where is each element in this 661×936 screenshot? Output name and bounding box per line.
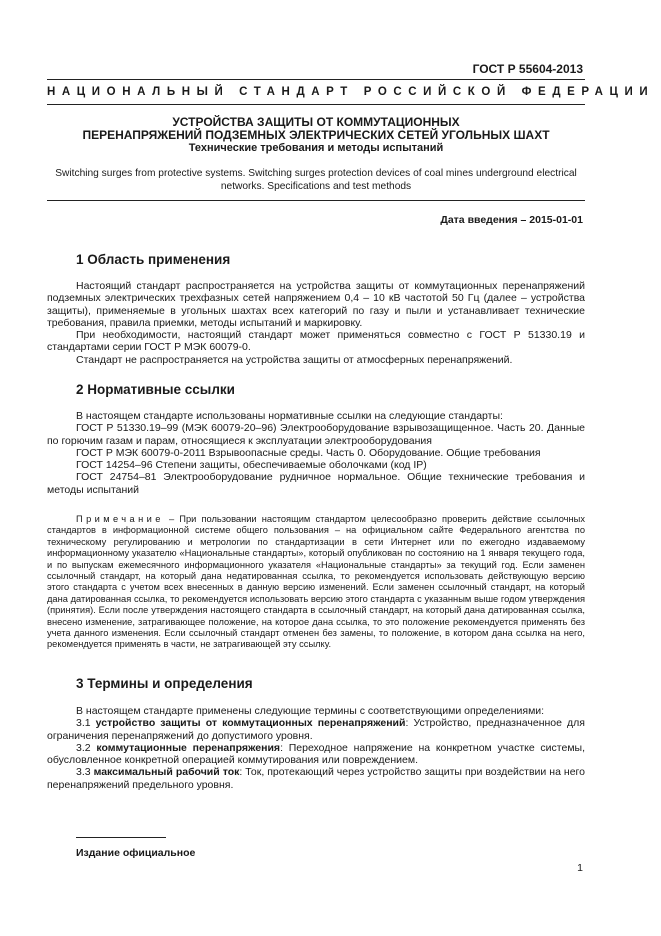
document-number: ГОСТ Р 55604-2013 xyxy=(472,62,583,76)
section-1-body xyxy=(47,280,585,366)
section-2-intro: В настоящем стандарте использованы нормативные ссылки на следующие стандарты: xyxy=(76,410,503,422)
footer-rule xyxy=(76,837,166,838)
term-number: 3.2 xyxy=(76,741,97,754)
title-rule xyxy=(47,200,585,201)
section-2-heading: 2 Нормативные ссылки xyxy=(76,382,235,397)
section-2-body xyxy=(47,410,585,496)
section-3-body xyxy=(47,705,585,791)
title-subtitle: Технические требования и методы испытаний xyxy=(188,142,444,154)
english-title: Switching surges from protective systems. Switching surges protection devices of coal mines underground electrical networks. Specifications and test methods xyxy=(55,168,577,192)
reference-item: ГОСТ 24754–81 Электрооборудование рудничное нормальное. Общие технические требования и методы испытаний xyxy=(47,471,585,496)
term-item xyxy=(47,742,585,767)
note-label: Примечание xyxy=(76,514,164,524)
title-line-2: ПЕРЕНАПРЯЖЕНИЙ ПОДЗЕМНЫХ ЭЛЕКТРИЧЕСКИХ СЕТЕЙ УГОЛЬНЫХ ШАХТ xyxy=(82,128,550,142)
edition-label: Издание официальное xyxy=(76,847,196,859)
reference-item: ГОСТ Р МЭК 60079-0-2011 Взрывоопасные среды. Часть 0. Оборудование. Общие требования xyxy=(76,446,541,459)
term-name: максимальный рабочий ток xyxy=(93,766,240,779)
section-1-paragraph: При необходимости, настоящий стандарт может применяться совместно с ГОСТ Р 51330.19 и стандартами серии ГОСТ Р МЭК 60079-0. xyxy=(47,329,585,354)
term-definition: : Ток, протекающий через устройство защиты при воздействии на него перенапряжений предельного уровня. xyxy=(47,766,585,791)
term-number: 3.3 xyxy=(76,766,94,779)
note-paragraph xyxy=(47,514,585,651)
note-block xyxy=(47,514,585,651)
banner-rule xyxy=(47,104,585,105)
section-3-intro: В настоящем стандарте применены следующие термины с соответствующими определениями: xyxy=(76,705,545,717)
section-3-heading: 3 Термины и определения xyxy=(76,676,253,691)
top-rule xyxy=(47,79,585,80)
page-number: 1 xyxy=(577,862,583,874)
note-text: – При пользовании настоящим стандартом целесообразно проверить действие ссылочных стандартов в информационной системе общего пользования – на официальном сайте Федерального агентства по техническому регулированию и метрологии по стандартизации в сети Интернет или по ежегодно издаваемому информационному указателю «Национальные стандарты», который опубликован по состоянию на 1 января текущего года, и по выпускам ежемесячного информационного указателя «Национальные стандарты» за текущий год. Если заменен ссылочный стандарт, на который дана недатированная ссылка, то рекомендуется использовать действующую версию этого стандарта с учетом всех внесенных в данную версию изменений. Если заменен ссылочный стандарт, на который дана датированная ссылка, то рекомендуется использовать версию этого стандарта с указанным выше годом утверждения (принятия). Если после утверждения настоящего стандарта в ссылочный стандарт, на который дана датированная ссылка, внесено изменение, затрагивающее положение, на которое дана ссылка, то это положение рекомендуется применять без учета данного изменения. Если ссылочный стандарт отменен без замены, то положение, в котором дана ссылка на него, рекомендуется применять в части, не затрагивающей эту ссылку. xyxy=(47,514,585,650)
term-item xyxy=(47,766,585,791)
title-block xyxy=(47,116,585,155)
standard-banner: НАЦИОНАЛЬНЫЙ СТАНДАРТ РОССИЙСКОЙ ФЕДЕРАЦИИ xyxy=(47,86,655,98)
section-1-paragraph: Настоящий стандарт распространяется на устройства защиты от коммутационных перенапряжений подземных электрических трехфазных сетей напряжением 0,4 – 10 кВ частотой 50 Гц (далее – устройства защиты), применяемые в угольных шахтах всех категорий по газу и пыли и устанавливает технические требования, правила приемки, методы испытаний и маркировку. xyxy=(47,280,585,329)
section-1-paragraph: Стандарт не распространяется на устройства защиты от атмосферных перенапряжений. xyxy=(76,353,513,366)
section-1-heading: 1 Область применения xyxy=(76,252,231,267)
reference-item: ГОСТ 14254–96 Степени защиты, обеспечиваемые оболочками (код IP) xyxy=(76,459,427,472)
term-definition: : Устройство, предназначенное для ограничения перенапряжений до допустимого уровня. xyxy=(47,717,585,742)
term-name: устройство защиты от коммутационных перенапряжений xyxy=(95,717,406,730)
reference-item: ГОСТ Р 51330.19–99 (МЭК 60079-20–96) Электрооборудование взрывозащищенное. Часть 20. Данные по горючим газам и парам, относящиеся к эксплуатации электрооборудования xyxy=(47,422,585,447)
title-line-1: УСТРОЙСТВА ЗАЩИТЫ ОТ КОММУТАЦИОННЫХ xyxy=(172,115,460,129)
term-item xyxy=(47,717,585,742)
term-number: 3.1 xyxy=(76,717,96,730)
introduction-date: Дата введения – 2015-01-01 xyxy=(440,214,583,226)
term-definition: : Переходное напряжение на конкретном участке системы, обусловленное конкретной операцией коммутирования или повреждением. xyxy=(47,741,585,767)
term-name: коммутационные перенапряжения xyxy=(96,741,281,754)
